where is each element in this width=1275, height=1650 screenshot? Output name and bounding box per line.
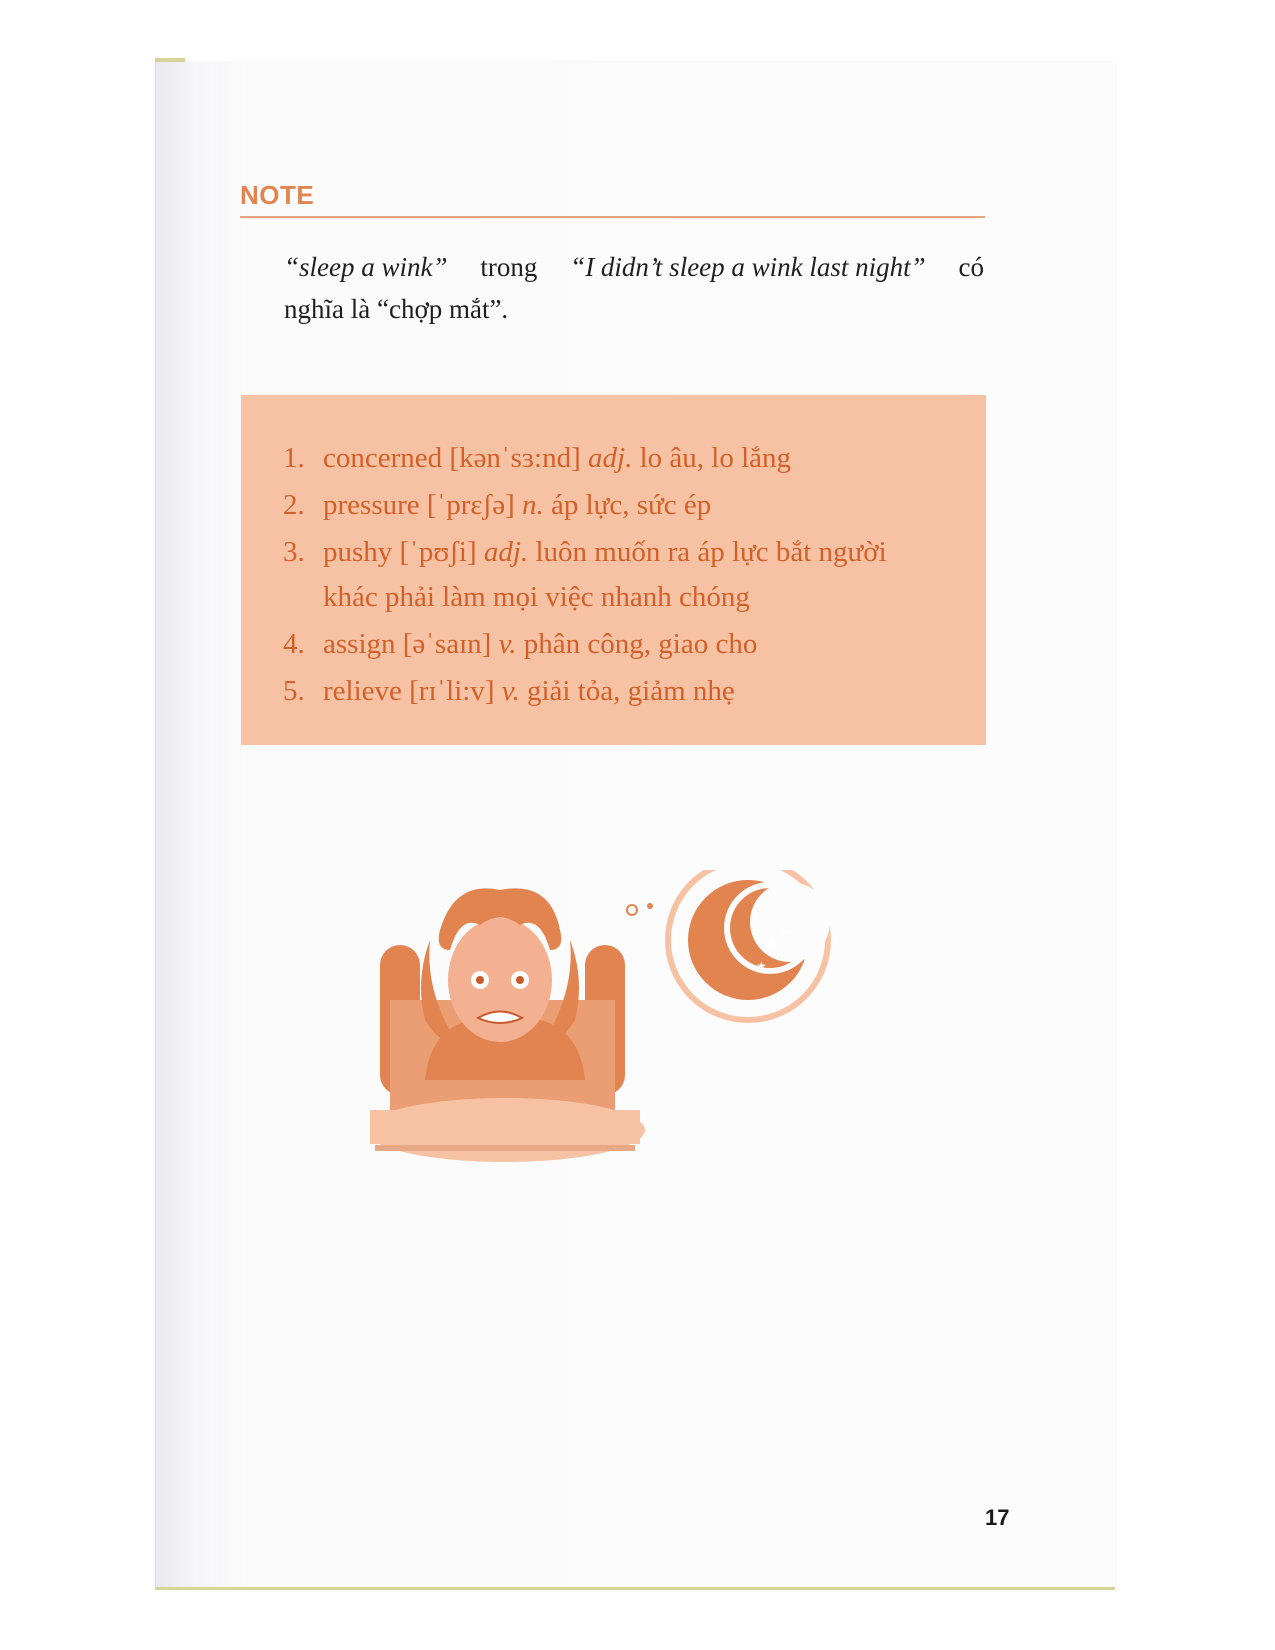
sleepless-man-moon-icon: [370, 870, 870, 1200]
vocab-word: assign: [323, 628, 396, 660]
vocab-item: [283, 436, 943, 481]
vocab-item: [283, 669, 943, 714]
note-divider: [240, 216, 985, 218]
vocab-pos: n.: [521, 489, 544, 521]
vocab-word: concerned: [323, 442, 443, 474]
vocab-number: 1.: [283, 442, 305, 474]
note-co: có: [958, 252, 984, 282]
note-line-2: nghĩa là “chợp mắt”.: [284, 294, 509, 324]
vocab-item: [283, 483, 943, 528]
page-bottom-edge: [155, 1587, 1115, 1590]
vocab-number: 2.: [283, 489, 305, 521]
moon-icon: [668, 870, 830, 1020]
note-header: NOTE: [240, 180, 315, 210]
vocab-ipa: [əˈsaɪn]: [402, 628, 492, 660]
vocabulary-list: [283, 436, 943, 716]
svg-text:★: ★: [780, 925, 791, 939]
vocab-meaning: luôn muốn ra áp lực bắt người khác phải làm mọi việc nhanh chóng: [323, 536, 887, 613]
vocab-pos: adj.: [483, 536, 529, 568]
vocab-meaning: phân công, giao cho: [523, 628, 758, 660]
vocab-item: [283, 622, 943, 667]
vocab-number: 3.: [283, 536, 305, 568]
page-number: 17: [985, 1505, 1010, 1530]
vocab-item: [283, 530, 943, 620]
man-icon: [421, 888, 585, 1080]
vocab-ipa: [rɪˈli:v]: [409, 675, 495, 707]
note-line-1: [284, 246, 984, 288]
svg-text:★: ★: [765, 935, 780, 954]
vocab-pos: adj.: [588, 442, 633, 474]
vocab-number: 4.: [283, 628, 305, 660]
note-text: [284, 246, 984, 330]
vocab-number: 5.: [283, 675, 305, 707]
note-term: “sleep a wink”: [284, 252, 448, 282]
note-trong: trong: [480, 252, 538, 282]
vocab-pos: v.: [498, 628, 517, 660]
vocab-word: pressure: [323, 489, 420, 521]
vocab-ipa: [ˈpʊʃi]: [399, 536, 477, 568]
vocab-word: pushy: [323, 536, 393, 568]
vocab-pos: v.: [501, 675, 520, 707]
vocab-meaning: lo âu, lo lắng: [639, 442, 792, 474]
note-example: “I didn’t sleep a wink last night”: [570, 252, 926, 282]
svg-text:★: ★: [756, 959, 767, 973]
vocab-ipa: [ˈprɛʃə]: [426, 489, 515, 521]
vocab-ipa: [kənˈsɜ:nd]: [449, 442, 581, 474]
vocab-meaning: áp lực, sức ép: [550, 489, 712, 521]
vocab-word: relieve: [323, 675, 402, 707]
vocab-meaning: giải tỏa, giảm nhẹ: [526, 675, 735, 707]
thought-bubbles: [627, 903, 653, 915]
